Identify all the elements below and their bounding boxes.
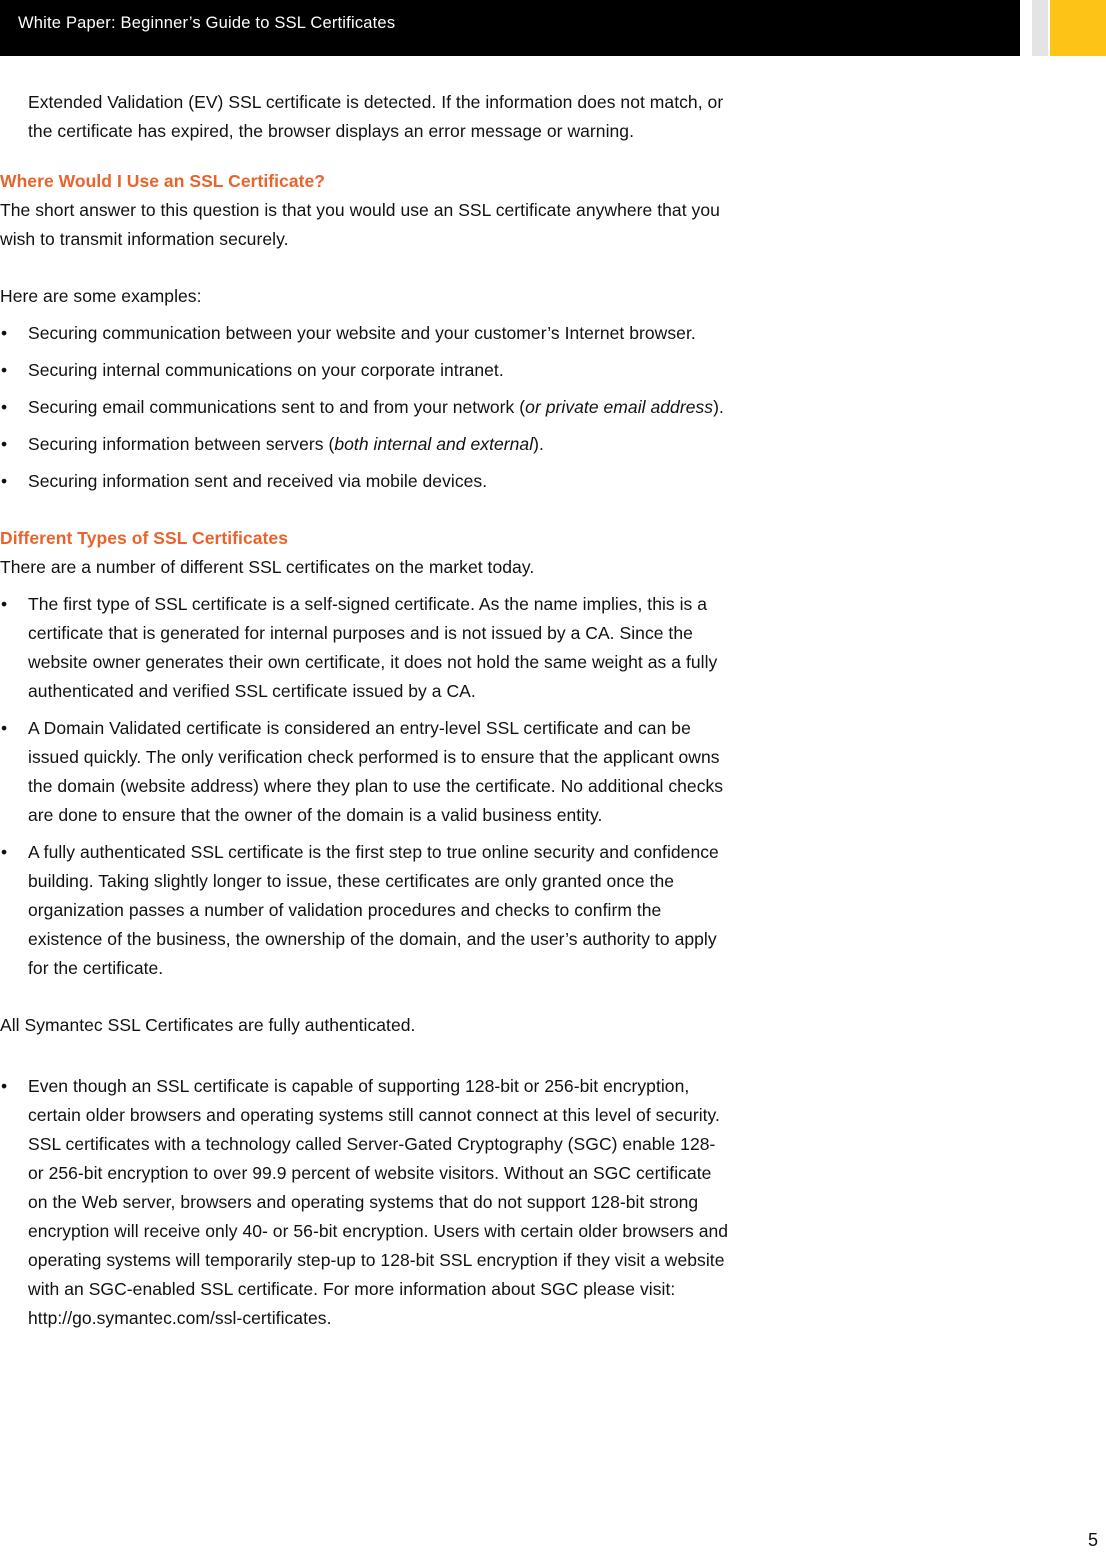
examples-list (0, 319, 735, 496)
header-yellow-block (1050, 0, 1106, 56)
list-item: • The first type of SSL certificate is a self-signed certificate. As the name implies, this is a certificate that is generated for internal purposes and is not issued by a CA. Since the website owner generates their own certificate, it does not hold the same weight as a fully authenticated and verified SSL certificate issued by a CA. (0, 590, 735, 706)
header-grey-block (1032, 0, 1048, 56)
section-paragraph: The short answer to this question is that you would use an SSL certificate anywhere that you wish to transmit information securely. (0, 200, 720, 249)
types-list (0, 590, 735, 983)
list-item: • Securing email communications sent to and from your network (or private email address). (0, 393, 735, 422)
symantec-note: All Symantec SSL Certificates are fully authenticated. (0, 1015, 416, 1035)
document-body (0, 88, 735, 1341)
list-item: • Even though an SSL certificate is capable of supporting 128-bit or 256-bit encryption, certain older browsers and operating systems still cannot connect at this level of security. SSL certificates with a technology called Server-Gated Cryptography (SGC) enable 128- or 256-bit encryption to over 99.9 percent of website visitors. Without an SGC certificate on the Web server, browsers and operating systems that do not support 128-bit strong encryption will receive only 40- or 56-bit encryption. Users with certain older browsers and operating systems will temporarily step-up to 128-bit SSL encryption if they visit a website with an SGC-enabled SSL certificate. For more information about SGC please visit: http://go.symantec.com/ssl-certificates. (0, 1072, 735, 1333)
section-paragraph: There are a number of different SSL certificates on the market today. (0, 557, 535, 577)
list-item: • Securing information sent and received via mobile devices. (0, 467, 735, 496)
section-heading-ssl-usage: Where Would I Use an SSL Certificate? (0, 171, 326, 191)
page-number: 5 (1087, 1530, 1098, 1550)
header-bar (0, 0, 1020, 56)
document-title: White Paper: Beginner’s Guide to SSL Certificates (18, 14, 396, 32)
list-item: • Securing information between servers (both internal and external). (0, 430, 735, 459)
section-heading-ssl-types: Different Types of SSL Certificates (0, 528, 288, 548)
list-item: • Securing communication between your website and your customer’s Internet browser. (0, 319, 735, 348)
list-item: • Securing internal communications on your corporate intranet. (0, 356, 735, 385)
list-item: • A Domain Validated certificate is considered an entry-level SSL certificate and can be issued quickly. The only verification check performed is to ensure that the applicant owns the domain (website address) where they plan to use the certificate. No additional checks are done to ensure that the owner of the domain is a valid business entity. (0, 714, 735, 830)
sgc-list (0, 1072, 735, 1333)
examples-label: Here are some examples: (0, 286, 202, 306)
intro-paragraph: Extended Validation (EV) SSL certificate is detected. If the information does not match, or the certificate has expired, the browser displays an error message or warning. (28, 92, 724, 141)
list-item: • A fully authenticated SSL certificate is the first step to true online security and confidence building. Taking slightly longer to issue, these certificates are only granted once the organization passes a number of validation procedures and checks to confirm the existence of the business, the ownership of the domain, and the user’s authority to apply for the certificate. (0, 838, 735, 983)
